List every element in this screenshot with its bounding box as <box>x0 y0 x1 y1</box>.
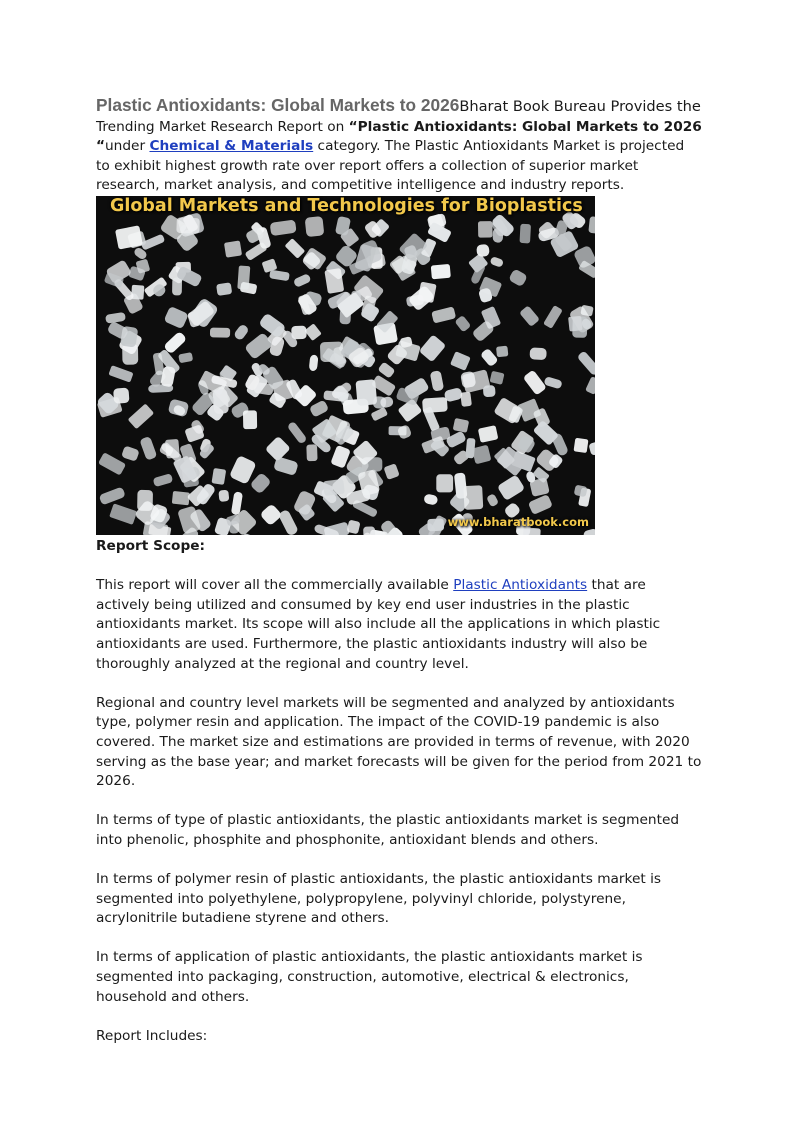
pellet <box>285 238 306 259</box>
pellet <box>520 224 531 244</box>
pellet <box>528 494 553 515</box>
pellet <box>496 346 508 358</box>
report-cover-image <box>96 196 595 535</box>
pellet <box>588 216 595 234</box>
pellet <box>172 491 190 505</box>
pellet <box>530 347 547 360</box>
pellet <box>543 305 563 329</box>
pellet <box>270 219 297 236</box>
category-link[interactable]: Chemical & Materials <box>149 138 314 155</box>
pellet <box>431 306 456 323</box>
pellet <box>427 518 444 531</box>
pellet <box>419 334 446 362</box>
pellet <box>105 312 126 324</box>
pellet <box>233 323 250 341</box>
pellet <box>450 351 471 371</box>
pellet <box>306 444 317 461</box>
pellet <box>128 403 155 429</box>
pellet <box>577 350 595 376</box>
intro-lead-text: Bharat Book Bureau Provides the <box>459 98 701 115</box>
pellet <box>508 268 528 287</box>
pellet <box>140 234 165 251</box>
pellet <box>178 352 193 363</box>
pellet <box>98 452 126 475</box>
image-banner-title: Global Markets and Technologies for Bioplastics <box>110 195 583 216</box>
pellet <box>523 370 547 396</box>
pellet <box>293 273 312 288</box>
pellet <box>199 443 216 460</box>
scope-paragraph-2: Regional and country level markets will be segmented and analyzed by antioxidants type, polymer resin and application. The impact of the COVID-19 pandemic is also covered. The market size and estimations are provided in terms of revenue, with 2020 serving as the base year; and market forecasts will be given for the period from 2021 to 2026. <box>96 694 702 790</box>
pellet <box>139 436 157 461</box>
pellet <box>370 407 388 421</box>
pellet <box>383 463 399 480</box>
pellet <box>436 474 453 492</box>
scope-p1-text-rest: that are actively being utilized and consumed by key end user industries in the plastic antioxidants market. Its scope will also include all the applications in which plastic antioxidants are used. Furthermore, the plastic antioxidants industry will also be thoroughly analyzed at the regional and country level. <box>96 577 661 672</box>
pellet <box>490 371 505 385</box>
pellet <box>224 240 242 257</box>
pellet <box>265 436 291 462</box>
pellet <box>229 455 257 485</box>
intro-text: Trending Market Research Report on <box>96 118 349 135</box>
pellet <box>216 282 232 296</box>
pellet <box>323 479 345 496</box>
pellet <box>108 365 133 383</box>
pellet <box>574 438 589 453</box>
pellet <box>172 277 182 295</box>
pellet <box>278 509 299 535</box>
pellet <box>99 486 126 505</box>
pellet <box>210 327 230 337</box>
scope-paragraph-3: In terms of type of plastic antioxidants, the plastic antioxidants market is segmented into phenolic, phosphite and phosphonite, antioxidant blends and others. <box>96 812 680 848</box>
pellet <box>497 474 525 501</box>
document-body <box>96 96 702 1046</box>
pellet <box>544 376 563 389</box>
intro-paragraph <box>96 96 702 196</box>
pellet <box>269 270 290 282</box>
pellet <box>355 379 377 406</box>
pellet <box>243 410 257 429</box>
image-watermark: www.bharatbook.com <box>447 515 589 530</box>
pellet <box>585 376 595 395</box>
pellet <box>113 388 129 404</box>
pellet <box>121 445 140 461</box>
pellet <box>218 490 229 502</box>
pellet <box>259 503 282 526</box>
pellet <box>486 493 499 507</box>
intro-text-rest: category. The Plastic Antioxidants Market is projected to exhibit highest growth rate over report offers a collection of superior market research, market analysis, and competitive intelligence and industry reports. <box>96 138 685 194</box>
pellet <box>476 244 489 257</box>
pellet <box>430 370 444 392</box>
pellet <box>454 315 471 332</box>
pellet <box>305 216 325 237</box>
scope-paragraph-1 <box>96 576 702 674</box>
document-title: Plastic Antioxidants: Global Markets to 2026 <box>96 95 460 115</box>
scope-p1-text: This report will cover all the commercially available <box>96 577 454 594</box>
report-title-bold: “Plastic Antioxidants: Global Markets to 2026 “ <box>96 118 702 155</box>
intro-text-under: under <box>105 138 150 155</box>
pellet <box>490 256 505 268</box>
pellet <box>588 439 595 456</box>
pellet <box>309 354 319 371</box>
pellet <box>460 392 472 407</box>
pellet <box>574 485 588 498</box>
pellet <box>287 421 308 445</box>
pellet <box>568 316 583 332</box>
pellet <box>237 265 250 289</box>
pellet <box>304 323 321 341</box>
pellet <box>453 418 470 433</box>
pellet <box>465 438 475 459</box>
pellet <box>480 348 499 368</box>
pellet <box>176 217 200 233</box>
pellet <box>483 385 496 397</box>
pellet <box>249 472 271 494</box>
pellet <box>273 456 299 476</box>
plastic-pellets-photo <box>96 196 595 535</box>
pellet <box>493 228 503 243</box>
plastic-antioxidants-link[interactable]: Plastic Antioxidants <box>453 577 588 594</box>
report-scope-heading: Report Scope: <box>96 537 206 554</box>
pellet <box>423 493 438 505</box>
pellet <box>519 305 540 327</box>
pellet <box>164 306 189 329</box>
report-includes-heading: Report Includes: <box>96 1027 208 1044</box>
pellet <box>153 473 174 487</box>
pellet <box>418 282 437 303</box>
pellet <box>244 241 267 261</box>
pellet <box>244 332 273 360</box>
scope-paragraph-5: In terms of application of plastic antioxidants, the plastic antioxidants market is segmented into packaging, construction, automotive, electrical & electronics, household and others. <box>96 949 643 1005</box>
pellet <box>109 503 137 525</box>
pellet <box>431 264 451 279</box>
pellet <box>377 361 395 378</box>
scope-paragraph-4: In terms of polymer resin of plastic antioxidants, the plastic antioxidants market is segmented into polyethylene, polypropylene, polyvinyl chloride, polystyrene, acrylonitrile butadiene styrene and others. <box>96 871 662 927</box>
pellet <box>211 468 226 485</box>
pellet <box>478 221 493 238</box>
pellet <box>212 389 229 415</box>
pellet <box>478 425 499 443</box>
pellet <box>309 400 329 418</box>
pellet <box>463 485 483 510</box>
